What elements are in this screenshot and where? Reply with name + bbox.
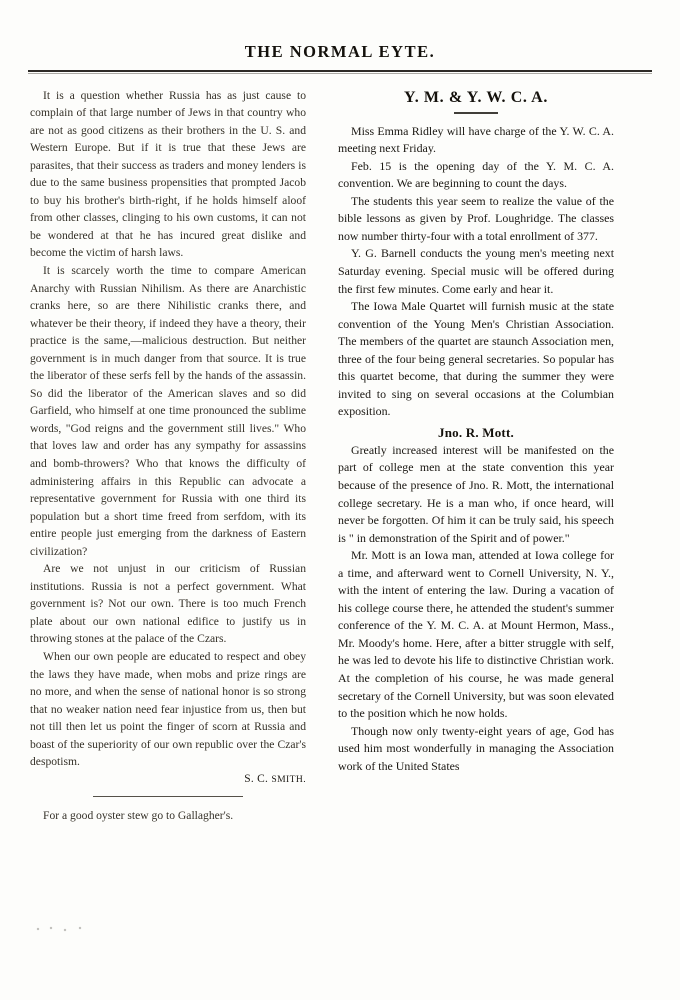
news-paragraph: Mr. Mott is an Iowa man, attended at Iowa college for a time, and afterward went to Cornell University, N. Y., with the intent of entering the law. During a vacation of his college course there, he attended the student's summer conference of the Y. M. C. A. at Mount Hermon, Mass., Mr. Moody's home. Here, after a bitter struggle with self, he was led to devote his life to distinctive Christian work. At the completion of his course, he was made general secretary of the Cornell University, but was soon elevated to the position which he now holds.	[338, 548, 614, 721]
scan-artifact-speckle	[34, 926, 94, 933]
section-heading-rule	[454, 112, 498, 114]
masthead-divider-rule-thin	[28, 73, 652, 74]
masthead-divider-rule	[28, 70, 652, 72]
page-title: THE NORMAL EYTE.	[244, 42, 436, 61]
signature-initials: S. C.	[244, 772, 272, 785]
left-column	[30, 87, 322, 825]
news-paragraph: Y. G. Barnell conducts the young men's meeting next Saturday evening. Special music will be offered during the first few minutes. Come early and hear it.	[338, 246, 614, 296]
article-paragraph: It is a question whether Russia has as just cause to complain of that large number of Jews in that country who are not as good citizens as their brothers in the U. S. and Western Europe. But if it is true that these Jews are parasites, that their success as traders and money lenders is due to the same business propensities that prompted Jacob to buy his brother's birth-right, if he holds himself aloof from other classes, clinging to his own customs, it can not be wondered at that he has incured great dislike and become the victim of harsh laws.	[30, 88, 306, 260]
article-paragraph: Are we not unjust in our criticism of Russian institutions. Russia is not a perfect government. What government is? Not our own. There is too much French plate about our own national edifice to justify us in throwing stones at the palace of the Czars.	[30, 562, 306, 646]
article-signature	[30, 773, 306, 785]
news-paragraph: Feb. 15 is the opening day of the Y. M. C. A. convention. We are beginning to count the days.	[338, 158, 614, 191]
news-paragraph: Miss Emma Ridley will have charge of the Y. W. C. A. meeting next Friday.	[338, 123, 614, 156]
masthead	[0, 0, 680, 74]
subsection-heading: Jno. R. Mott.	[438, 424, 514, 440]
news-paragraph: Though now only twenty-eight years of age, God has used him most wonderfully in managing the Association work of the United States	[338, 723, 614, 773]
section-heading: Y. M. & Y. W. C. A.	[404, 88, 548, 106]
article-paragraph: When our own people are educated to respect and obey the laws they have made, when mobs and prize rings are no more, and when the sense of national honor is so strong that no weaker nation need fear injustice from us, then but not till then let us point the finger of scorn at Russia and boast of the superiority of our own republic over the Czar's despotism.	[30, 650, 306, 769]
news-paragraph: The Iowa Male Quartet will furnish music at the state convention of the Young Men's Christian Association. The members of the quartet are staunch Association men, three of the four being general secretaries. So popular has this quartet become, that during the summer they were invited to sing on several occasions at the Columbian exposition.	[338, 299, 614, 419]
column-container	[30, 87, 650, 825]
advertisement-line: For a good oyster stew go to Gallagher's.	[43, 808, 234, 822]
news-paragraph: The students this year seem to realize the value of the bible lessons as given by Prof. Loughridge. The classes now number thirty-four with a total enrollment of 377.	[338, 193, 614, 243]
signature-surname: SMITH.	[271, 773, 306, 785]
article-paragraph: It is scarcely worth the time to compare American Anarchy with Russian Nihilism. As there are Anarchistic cranks here, so are there Nihilistic cranks there, and whatever be their theory, if indeed they have a theory, their practice is the same,—malicious destruction. But neither government is in much danger from that source. It is true the liberator of these serfs fell by the hands of the assassin. So did the liberator of the American slaves and so did Garfield, who himself at one time pronounced the sublime words, "God reigns and the government still lives." Who that loves law and order has any sympathy for assassins and bomb-throwers? Who that knows the difficulty of administering affairs in this Republic can advocate a representative government for Russia with one third its population but a short time freed from serfdom, with its entire people just emerging from the darkness of Eastern civilization?	[30, 263, 306, 558]
right-column	[322, 87, 614, 776]
news-paragraph: Greatly increased interest will be manifested on the part of college men at the state convention this year because of the presence of Jno. R. Mott, the international college secretary. He is a man who, if once heard, will never be forgotten. Of him it can be truly said, his speech is " in demonstration of the Spirit and of power."	[338, 442, 614, 545]
section-divider-rule	[93, 796, 243, 797]
